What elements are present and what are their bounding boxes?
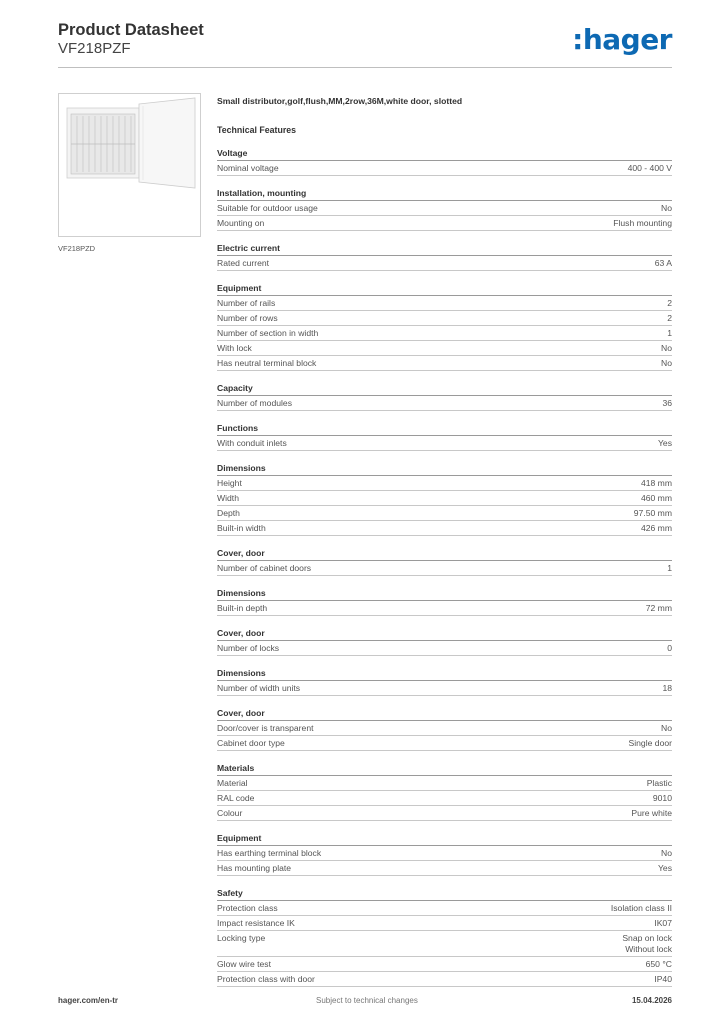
feature-row [217, 791, 672, 806]
feature-label: Number of rails [217, 298, 276, 308]
feature-label: Suitable for outdoor usage [217, 203, 318, 213]
feature-label: Nominal voltage [217, 163, 279, 173]
feature-label: Number of modules [217, 398, 292, 408]
feature-value [662, 683, 672, 694]
feature-section [217, 832, 672, 876]
section-title: Dimensions [217, 587, 672, 601]
feature-label: Material [217, 778, 248, 788]
feature-value [647, 778, 672, 789]
feature-row [217, 341, 672, 356]
feature-row [217, 916, 672, 931]
feature-section [217, 762, 672, 821]
section-title: Functions [217, 422, 672, 436]
feature-label: Number of rows [217, 313, 278, 323]
feature-value-line: Isolation class II [610, 903, 672, 913]
feature-value-line: 0 [667, 643, 672, 653]
feature-row [217, 641, 672, 656]
feature-value-line: 426 mm [640, 523, 672, 533]
feature-row [217, 216, 672, 231]
feature-value-line: Without lock [625, 943, 672, 954]
feature-value-line: IK07 [654, 918, 672, 928]
feature-value-line: 400 - 400 V [627, 163, 672, 173]
feature-value [667, 313, 672, 324]
feature-section [217, 707, 672, 751]
feature-value-line: Yes [657, 438, 672, 448]
feature-section [217, 887, 672, 987]
section-title: Capacity [217, 382, 672, 396]
image-caption: VF218PZD [58, 244, 96, 253]
feature-value-line: 418 mm [640, 478, 672, 488]
feature-value-line: 1 [667, 563, 672, 573]
feature-label: Depth [217, 508, 240, 518]
feature-row [217, 776, 672, 791]
feature-label: Height [217, 478, 242, 488]
feature-section [217, 242, 672, 271]
feature-value-line: 650 °C [645, 958, 672, 969]
feature-value-line: Plastic [646, 778, 672, 788]
feature-row [217, 806, 672, 821]
section-title: Dimensions [217, 667, 672, 681]
feature-row [217, 436, 672, 451]
feature-row [217, 957, 672, 972]
feature-label: With lock [217, 343, 252, 353]
feature-value [658, 863, 672, 874]
feature-value-line: 36 [662, 398, 672, 408]
feature-label: Colour [217, 808, 243, 818]
feature-value [661, 203, 672, 214]
feature-row [217, 491, 672, 506]
feature-label: Protection class [217, 903, 278, 913]
feature-value-line: No [661, 343, 672, 353]
feature-section [217, 422, 672, 451]
feature-value-line: 18 [662, 683, 672, 693]
feature-row [217, 601, 672, 616]
feature-value [654, 918, 672, 929]
feature-value [641, 523, 672, 534]
feature-row [217, 561, 672, 576]
section-title: Cover, door [217, 547, 672, 561]
feature-row [217, 396, 672, 411]
feature-label: RAL code [217, 793, 255, 803]
feature-section [217, 627, 672, 656]
feature-value-line: No [661, 848, 672, 858]
feature-row [217, 296, 672, 311]
section-title: Equipment [217, 832, 672, 846]
feature-label: With conduit inlets [217, 438, 287, 448]
feature-row [217, 736, 672, 751]
feature-label: Cabinet door type [217, 738, 285, 748]
product-description: Small distributor,golf,flush,MM,2row,36M,white door, slotted [217, 96, 463, 106]
feature-value [622, 933, 672, 954]
feature-label: Number of width units [217, 683, 301, 693]
feature-value-line: Yes [657, 863, 672, 873]
feature-label: Number of locks [217, 643, 280, 653]
feature-label: Number of cabinet doors [217, 563, 312, 573]
feature-row [217, 356, 672, 371]
feature-row [217, 972, 672, 987]
feature-section [217, 187, 672, 231]
feature-value [641, 493, 672, 504]
section-title: Electric current [217, 242, 672, 256]
feature-value-line: Pure white [631, 808, 672, 818]
feature-value [658, 438, 672, 449]
feature-value [611, 903, 672, 914]
page-title: Product Datasheet [58, 21, 204, 39]
product-code: VF218PZF [58, 40, 131, 57]
technical-features-heading: Technical Features [217, 125, 297, 135]
feature-value [641, 478, 672, 489]
feature-label: Built-in width [217, 523, 266, 533]
feature-row [217, 326, 672, 341]
feature-label: Width [217, 493, 239, 503]
feature-row [217, 931, 672, 957]
feature-value-line: 72 mm [645, 603, 672, 613]
feature-label: Has neutral terminal block [217, 358, 317, 368]
feature-row [217, 721, 672, 736]
header-divider [58, 67, 672, 68]
feature-value [654, 974, 672, 985]
feature-label: Protection class with door [217, 973, 315, 984]
product-image [58, 93, 201, 237]
feature-value-line: 460 mm [640, 493, 672, 503]
section-title: Equipment [217, 282, 672, 296]
feature-value-line: No [661, 358, 672, 368]
feature-value [662, 398, 672, 409]
feature-value-line: No [661, 203, 672, 213]
feature-section [217, 282, 672, 371]
feature-value [628, 163, 672, 174]
section-title: Materials [217, 762, 672, 776]
feature-value [646, 959, 672, 970]
feature-value [634, 508, 672, 519]
feature-value-line: 63 A [654, 258, 672, 268]
feature-row [217, 861, 672, 876]
feature-row [217, 311, 672, 326]
feature-row [217, 506, 672, 521]
feature-value [646, 603, 672, 614]
feature-label: Glow wire test [217, 958, 271, 969]
feature-value [661, 723, 672, 734]
feature-row [217, 901, 672, 916]
feature-label: Number of section in width [217, 328, 319, 338]
feature-section [217, 382, 672, 411]
feature-row [217, 256, 672, 271]
feature-value-line: No [661, 723, 672, 733]
feature-value [661, 358, 672, 369]
distribution-board-illustration [59, 94, 200, 236]
feature-value [655, 258, 672, 269]
footer-note: Subject to technical changes [316, 996, 418, 1005]
feature-value-line: Flush mounting [613, 218, 672, 228]
section-title: Cover, door [217, 627, 672, 641]
footer-website: hager.com/en-tr [58, 996, 119, 1005]
feature-label: Locking type [217, 933, 266, 943]
feature-value [661, 848, 672, 859]
technical-content [217, 92, 672, 987]
section-title: Installation, mounting [217, 187, 672, 201]
feature-section [217, 667, 672, 696]
footer-date: 15.04.2026 [631, 996, 672, 1005]
feature-section [217, 147, 672, 176]
feature-value-line: 1 [667, 328, 672, 338]
feature-value [629, 738, 672, 749]
section-title: Cover, door [217, 707, 672, 721]
section-title: Voltage [217, 147, 672, 161]
feature-label: Impact resistance IK [217, 918, 295, 928]
section-title: Safety [217, 887, 672, 901]
feature-value-line: 2 [667, 313, 672, 323]
header [58, 20, 204, 58]
feature-value-line: 97.50 mm [633, 508, 672, 518]
feature-value [667, 298, 672, 309]
feature-value [667, 643, 672, 654]
feature-value [667, 328, 672, 339]
feature-section [217, 547, 672, 576]
feature-row [217, 201, 672, 216]
feature-row [217, 846, 672, 861]
feature-row [217, 521, 672, 536]
feature-section [217, 587, 672, 616]
feature-value-line: IP40 [654, 973, 672, 984]
feature-label: Door/cover is transparent [217, 723, 314, 733]
feature-value-line: Single door [628, 738, 672, 748]
feature-label: Has earthing terminal block [217, 848, 322, 858]
features-list [217, 147, 672, 987]
feature-section [217, 462, 672, 536]
feature-label: Rated current [217, 258, 270, 268]
feature-row [217, 161, 672, 176]
feature-value-line: 2 [667, 298, 672, 308]
feature-row [217, 681, 672, 696]
feature-value [631, 808, 672, 819]
section-title: Dimensions [217, 462, 672, 476]
feature-value [613, 218, 672, 229]
feature-label: Has mounting plate [217, 863, 292, 873]
feature-label: Mounting on [217, 218, 265, 228]
feature-value-line: Snap on lock [622, 933, 672, 943]
feature-row [217, 476, 672, 491]
feature-label: Built-in depth [217, 603, 268, 613]
feature-value [653, 793, 672, 804]
feature-value-line: 9010 [652, 793, 672, 803]
feature-value [661, 343, 672, 354]
feature-value [667, 563, 672, 574]
hager-logo: :hager [572, 23, 672, 56]
